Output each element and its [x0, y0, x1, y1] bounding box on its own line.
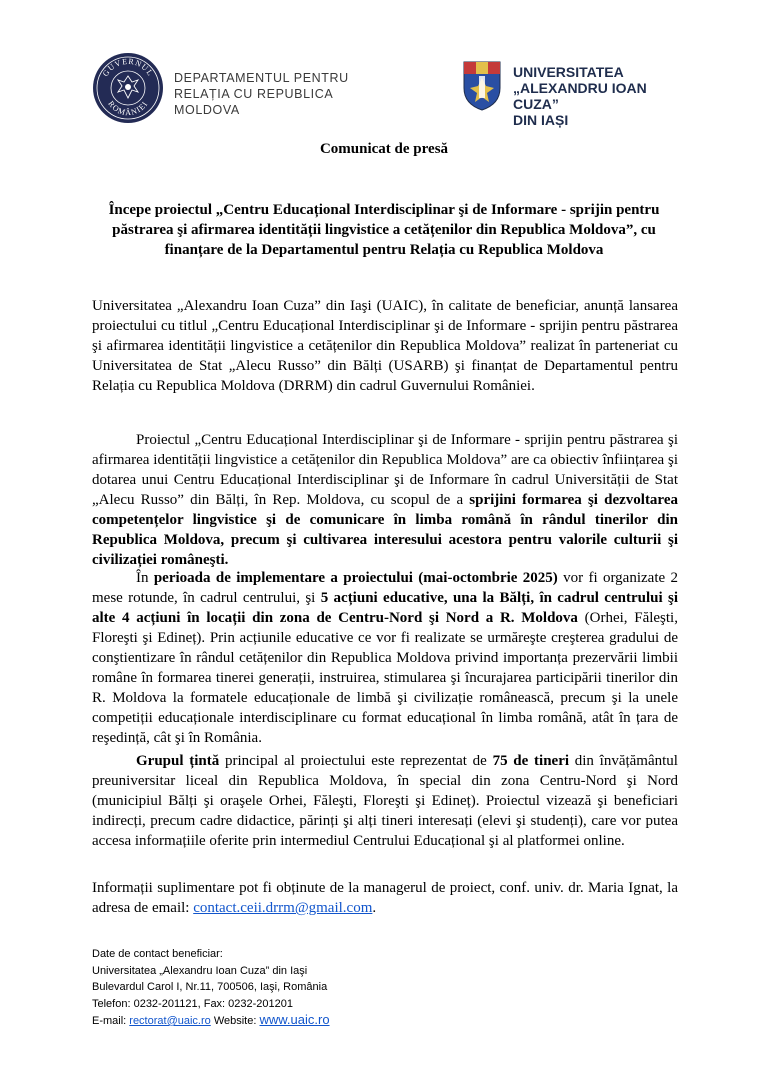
government-seal-logo [92, 52, 164, 124]
svg-text:ROMÂNIEI: ROMÂNIEI [106, 99, 150, 118]
dept-line-2: RELAȚIA CU REPUBLICA MOLDOVA [174, 87, 333, 117]
paragraph-1: Universitatea „Alexandru Ioan Cuza” din Iaşi (UAIC), în calitate de beneficiar, anunță lansarea proiectului cu titlul „Centru Educațional Interdisciplinar şi de Informare - sprijin pentru păstrarea şi afirmarea identității lingvistice a cetățenilor din Republica Moldova” realizat în parteneriat cu Universitatea de Stat „Alecu Russo” din Bălți (USARB) şi finanțat de Departamentul pentru Relația cu Republica Moldova (DRRM) din cadrul Guvernului României. [92, 298, 678, 394]
footer-line-2: Universitatea „Alexandru Ioan Cuza” din Iaşi [92, 964, 308, 977]
footer-line-5 [92, 1012, 330, 1030]
svg-text:GUVERNUL: GUVERNUL [100, 56, 156, 78]
p5-end: . [372, 900, 377, 916]
header-government [92, 52, 392, 124]
footer-email-link[interactable]: rectorat@uaic.ro [129, 1015, 211, 1027]
p4-text-d: din învățământul preuniversitar liceal din Republica Moldova, în special din zona Centru-Nord şi Nord (municipiul Bălți şi oraşele Orhei, Făleşti, Floreşti şi Edineț). Proiectul vizează şi beneficiari indirecți, precum cadre didactice, părinți şi alți tineri interesați (elevi şi studenți), care vor putea accesa informațiile oferite prin intermediul Centrului Educațional şi al platformei online. [92, 753, 678, 849]
uni-line-3: DIN IAȘI [513, 112, 569, 128]
footer-website-label: Website: [210, 1015, 260, 1027]
university-crest-logo [460, 58, 504, 112]
paragraph-2 [92, 430, 678, 570]
university-name [513, 64, 690, 128]
footer-line-4: Telefon: 0232-201121, Fax: 0232-201201 [92, 997, 294, 1010]
footer-website-link[interactable]: www.uaic.ro [259, 1012, 330, 1027]
p3-text-c: vor fi organizate 2 mese rotunde, în cadrul centrului, şi [92, 570, 678, 606]
p3-text-a: În [136, 570, 154, 586]
p3-bold-d: 5 acțiuni educative, una la Bălți, în cadrul centrului şi alte 4 acțiuni în locații din zona de Centru-Nord şi Nord a R. Moldova [92, 590, 678, 626]
contact-email-link[interactable]: contact.ceii.drrm@gmail.com [193, 900, 373, 916]
document-title: Comunicat de presă [319, 141, 449, 157]
p3-bold-b: perioada de implementare a proiectului (mai-octombrie 2025) [153, 570, 558, 586]
uni-line-1: UNIVERSITATEA [513, 64, 624, 80]
footer-email-label: E-mail: [92, 1015, 130, 1027]
department-name [174, 70, 392, 118]
p2-bold: sprijini formarea şi dezvoltarea competențelor lingvistice şi de comunicare în limba română în rândul tinerilor din Republica Moldova, precum şi cultivarea interesului acestora pentru valorile culturii şi civilizației româneşti. [92, 492, 678, 568]
p4-text-b: principal al proiectului este reprezentat de [219, 753, 493, 769]
paragraph-3 [92, 568, 678, 748]
paragraph-4 [92, 751, 678, 851]
p2-text: Proiectul „Centru Educațional Interdisciplinar şi de Informare - sprijin pentru păstrarea şi afirmarea identității lingvistice a cetățenilor din Republica Moldova” are ca obiectiv înființarea şi dotarea unui Centru Educațional Interdisciplinar şi de Informare în cadrul Universității de Stat „Alecu Russo” din Bălți, în Rep. Moldova, cu scopul de a [92, 432, 678, 508]
footer-line-1: Date de contact beneficiar: [92, 948, 223, 960]
p4-bold-c: 75 de tineri [492, 753, 570, 769]
footer-contact [92, 946, 330, 1030]
p4-bold-a: Grupul țintă [136, 753, 220, 769]
p5-text: Informații suplimentare pot fi obținute de la managerul de proiect, conf. univ. dr. Maria Ignat, la adresa de email: [92, 880, 678, 916]
p3-text-e: (Orhei, Făleşti, Floreşti şi Edineț). Prin acțiunile educative ce vor fi realizate se urmăreşte creşterea gradului de conştientizare în rândul cetățenilor din Republica Moldova privind importanța prezervării limbii române în formarea tinerei generații, instruirea, stimularea şi încurajarea participării tinerilor din R. Moldova la formatele educaționale de limbă şi civilizație românească, precum şi la unele competiții educaționale interdisciplinare cu format educațional în limba română, atât în țara de reşedință, cât şi în România. [92, 610, 678, 746]
header-university [460, 58, 690, 128]
footer-line-3: Bulevardul Carol I, Nr.11, 700506, Iaşi, România [92, 981, 328, 993]
uni-line-2: „ALEXANDRU IOAN CUZA” [513, 80, 647, 112]
paragraph-5 [92, 878, 678, 918]
dept-line-1: DEPARTAMENTUL PENTRU [174, 71, 349, 85]
document-subtitle: Începe proiectul „Centru Educațional Interdisciplinar şi de Informare - sprijin pentru păstrarea şi afirmarea identității lingvistice a cetățenilor din Republica Moldova”, cu finanțare de la Departamentul pentru Relația cu Republica Moldova [108, 202, 660, 258]
